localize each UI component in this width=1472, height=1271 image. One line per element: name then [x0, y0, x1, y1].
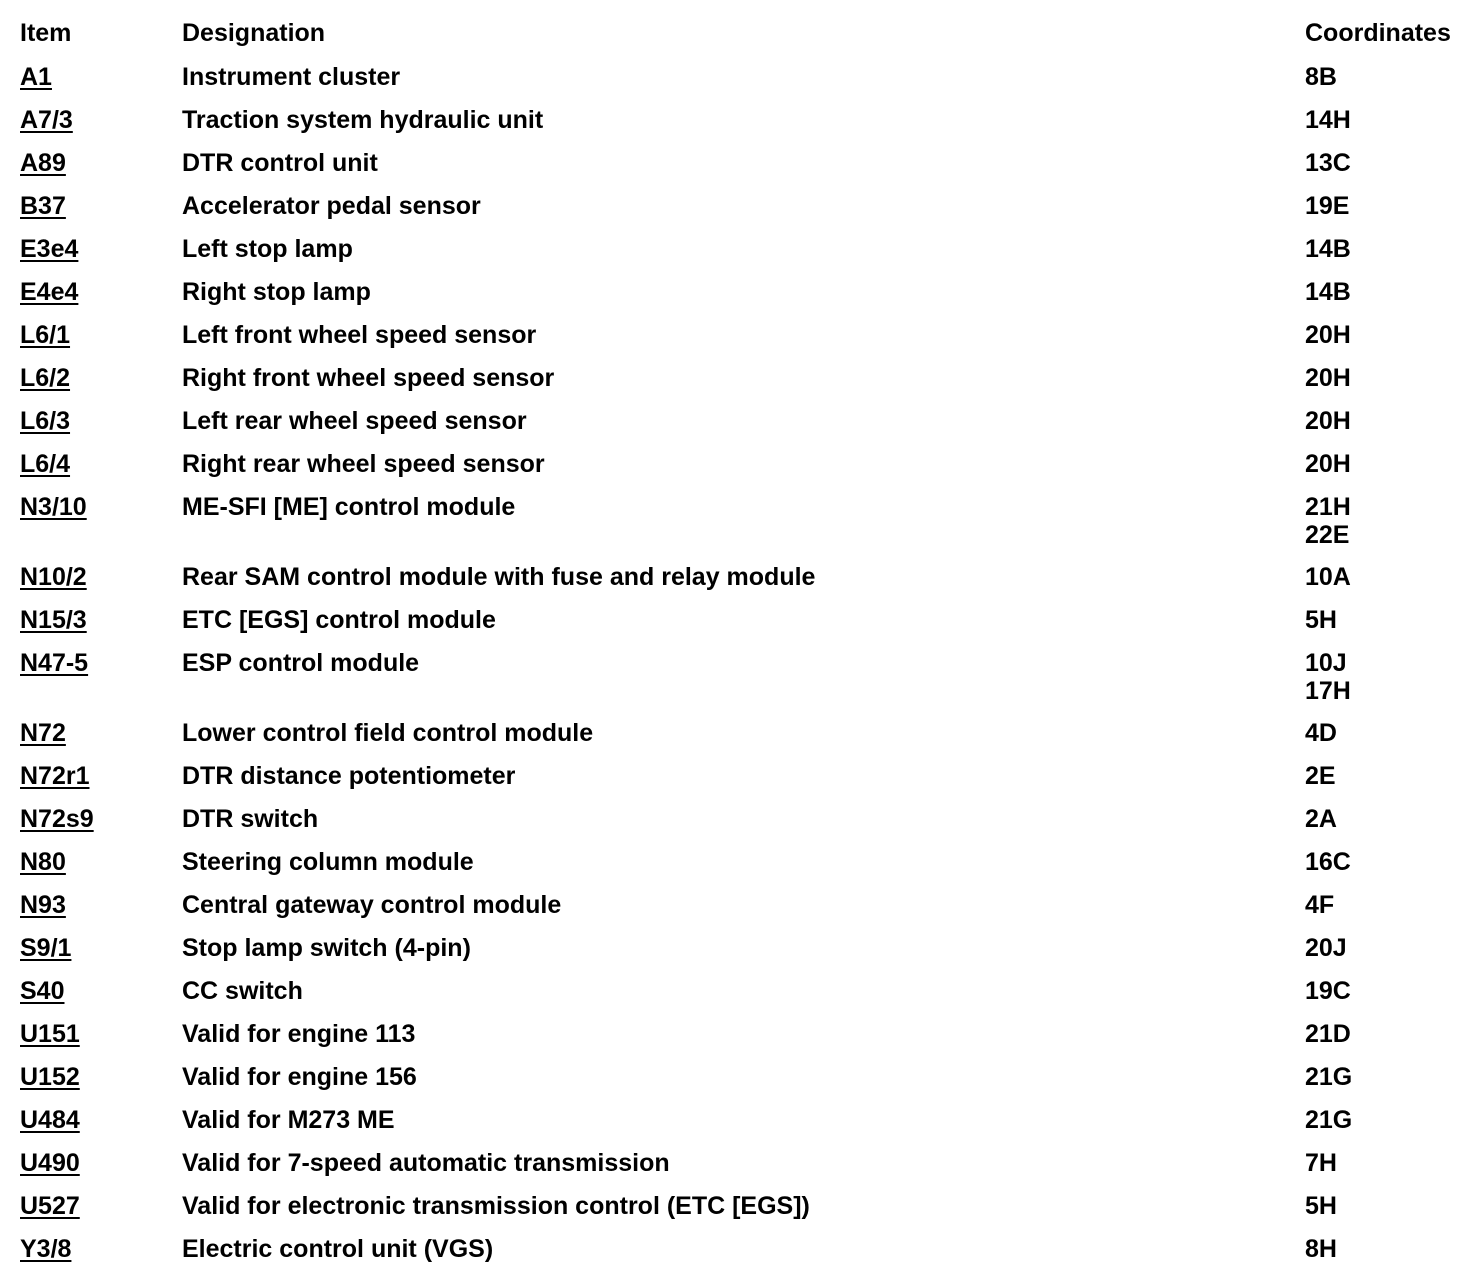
coordinate-value: 20H [1305, 450, 1351, 478]
item-link[interactable]: N3/10 [20, 493, 87, 521]
item-link[interactable]: U490 [20, 1149, 80, 1177]
designation-text: DTR control unit [182, 149, 378, 177]
table-row [0, 99, 1472, 142]
table-row [0, 884, 1472, 927]
designation-text: Left stop lamp [182, 235, 353, 263]
designation-text: DTR switch [182, 805, 319, 833]
table-row [0, 228, 1472, 271]
table-row [0, 443, 1472, 486]
item-link[interactable]: U527 [20, 1192, 80, 1220]
table-row [0, 755, 1472, 798]
coordinates-cell [1305, 63, 1337, 91]
coordinate-value: 14H [1305, 106, 1351, 134]
coordinates-cell [1305, 719, 1337, 747]
coordinate-value: 4F [1305, 891, 1335, 919]
coordinate-value: 19E [1305, 192, 1350, 220]
coordinate-value: 20H [1305, 364, 1351, 392]
table-row [0, 271, 1472, 314]
item-link[interactable]: L6/3 [20, 407, 71, 435]
coordinates-cell [1305, 606, 1337, 634]
item-link[interactable]: E3e4 [20, 235, 79, 263]
table-row [0, 486, 1472, 556]
coordinates-cell [1305, 805, 1337, 833]
table-row [0, 400, 1472, 443]
coordinates-cell [1305, 1063, 1352, 1091]
table-body [0, 56, 1472, 1271]
coordinates-cell [1305, 649, 1351, 705]
table-row [0, 142, 1472, 185]
designation-text: Traction system hydraulic unit [182, 106, 544, 134]
table-row [0, 970, 1472, 1013]
coordinates-cell [1305, 1020, 1351, 1048]
item-link[interactable]: N10/2 [20, 563, 87, 591]
designation-text: Valid for engine 156 [182, 1063, 417, 1091]
coordinates-cell [1305, 278, 1351, 306]
item-link[interactable]: A89 [20, 149, 66, 177]
table-row [0, 1013, 1472, 1056]
coordinates-cell [1305, 563, 1351, 591]
coordinates-cell [1305, 934, 1347, 962]
coordinate-value: 7H [1305, 1149, 1337, 1177]
item-link[interactable]: U484 [20, 1106, 80, 1134]
table-header-row [0, 13, 1472, 56]
table-row [0, 314, 1472, 357]
coordinate-value: 21G [1305, 1063, 1353, 1091]
coordinate-value: 20H [1305, 321, 1351, 349]
coordinates-cell [1305, 235, 1351, 263]
coordinates-cell [1305, 762, 1336, 790]
designation-text: ESP control module [182, 649, 420, 677]
item-link[interactable]: N15/3 [20, 606, 87, 634]
coordinates-cell [1305, 1235, 1337, 1263]
coordinate-value: 2A [1305, 805, 1337, 833]
coordinate-value: 4D [1305, 719, 1337, 747]
coordinates-cell [1305, 891, 1334, 919]
coordinates-cell [1305, 364, 1351, 392]
coordinate-value: 20H [1305, 407, 1351, 435]
item-link[interactable]: S40 [20, 977, 65, 1005]
designation-text: Accelerator pedal sensor [182, 192, 481, 220]
coordinate-value: 8B [1305, 63, 1337, 91]
designation-text: Instrument cluster [182, 63, 401, 91]
designation-text: Steering column module [182, 848, 474, 876]
table-row [0, 599, 1472, 642]
designation-text: Left front wheel speed sensor [182, 321, 537, 349]
table-row [0, 1099, 1472, 1142]
item-link[interactable]: N72 [20, 719, 66, 747]
table-row [0, 1228, 1472, 1271]
item-link[interactable]: N72r1 [20, 762, 90, 790]
coordinate-value: 14B [1305, 235, 1351, 263]
coordinate-value: 19C [1305, 977, 1351, 1005]
coordinate-value: 21H [1305, 493, 1351, 521]
designation-text: Rear SAM control module with fuse and relay module [182, 563, 816, 591]
coordinates-cell [1305, 1192, 1337, 1220]
designation-text: Electric control unit (VGS) [182, 1235, 494, 1263]
designation-text: Valid for 7-speed automatic transmission [182, 1149, 670, 1177]
table-row [0, 56, 1472, 99]
table-row [0, 1142, 1472, 1185]
coordinate-value: 14B [1305, 278, 1351, 306]
coordinate-value: 21G [1305, 1106, 1353, 1134]
coordinates-cell [1305, 407, 1351, 435]
coordinates-cell [1305, 977, 1351, 1005]
coordinates-cell [1305, 1149, 1337, 1177]
coordinate-value: 10A [1305, 563, 1351, 591]
table-row [0, 642, 1472, 712]
table-row [0, 357, 1472, 400]
designation-text: Right front wheel speed sensor [182, 364, 555, 392]
designation-text: ETC [EGS] control module [182, 606, 496, 634]
designation-text: Valid for engine 113 [182, 1020, 416, 1048]
designation-text: Right rear wheel speed sensor [182, 450, 545, 478]
table-row [0, 712, 1472, 755]
coordinate-value: 10J [1305, 649, 1347, 677]
coordinates-cell [1305, 321, 1351, 349]
item-link[interactable]: Y3/8 [20, 1235, 72, 1263]
coordinates-cell [1305, 106, 1351, 134]
coordinates-cell [1305, 493, 1351, 549]
designation-text: Stop lamp switch (4-pin) [182, 934, 471, 962]
coordinates-cell [1305, 192, 1349, 220]
coordinates-cell [1305, 149, 1351, 177]
coordinates-cell [1305, 450, 1351, 478]
coordinate-value: 13C [1305, 149, 1351, 177]
designation-text: DTR distance potentiometer [182, 762, 516, 790]
coordinates-cell [1305, 1106, 1352, 1134]
coordinate-value: 5H [1305, 606, 1337, 634]
item-link[interactable]: L6/2 [20, 364, 71, 392]
coordinate-value: 21D [1305, 1020, 1351, 1048]
designation-text: CC switch [182, 977, 303, 1005]
designation-text: Right stop lamp [182, 278, 371, 306]
coordinate-value: 5H [1305, 1192, 1337, 1220]
designation-text: Left rear wheel speed sensor [182, 407, 527, 435]
table-row [0, 556, 1472, 599]
designation-text: ME-SFI [ME] control module [182, 493, 516, 521]
item-link[interactable]: A7/3 [20, 106, 73, 134]
item-link[interactable]: B37 [20, 192, 66, 220]
coordinate-value: 16C [1305, 848, 1351, 876]
column-header-coordinates: Coordinates [1305, 19, 1451, 47]
coordinate-value: 20J [1305, 934, 1347, 962]
coordinate-value: 8H [1305, 1235, 1337, 1263]
item-link[interactable]: U152 [20, 1063, 80, 1091]
item-link[interactable]: N80 [20, 848, 66, 876]
item-link[interactable]: N93 [20, 891, 66, 919]
item-link[interactable]: S9/1 [20, 934, 72, 962]
item-link[interactable]: L6/4 [20, 450, 71, 478]
item-link[interactable]: E4e4 [20, 278, 79, 306]
component-legend-table [0, 13, 1472, 1271]
designation-text: Lower control field control module [182, 719, 594, 747]
column-header-designation: Designation [182, 19, 326, 47]
column-header-item: Item [20, 19, 72, 47]
designation-text: Valid for M273 ME [182, 1106, 395, 1134]
coordinate-value: 2E [1305, 762, 1336, 790]
table-row [0, 798, 1472, 841]
table-row [0, 1056, 1472, 1099]
designation-text: Valid for electronic transmission control (ETC [EGS]) [182, 1192, 810, 1220]
item-link[interactable]: L6/1 [20, 321, 71, 349]
item-link[interactable]: U151 [20, 1020, 80, 1048]
table-row [0, 1185, 1472, 1228]
table-row [0, 927, 1472, 970]
designation-text: Central gateway control module [182, 891, 562, 919]
coordinate-value: 22E [1305, 521, 1350, 549]
item-link[interactable]: N72s9 [20, 805, 94, 833]
coordinate-value: 17H [1305, 677, 1351, 705]
item-link[interactable]: A1 [20, 63, 52, 91]
table-row [0, 185, 1472, 228]
coordinates-cell [1305, 848, 1351, 876]
item-link[interactable]: N47-5 [20, 649, 89, 677]
table-row [0, 841, 1472, 884]
